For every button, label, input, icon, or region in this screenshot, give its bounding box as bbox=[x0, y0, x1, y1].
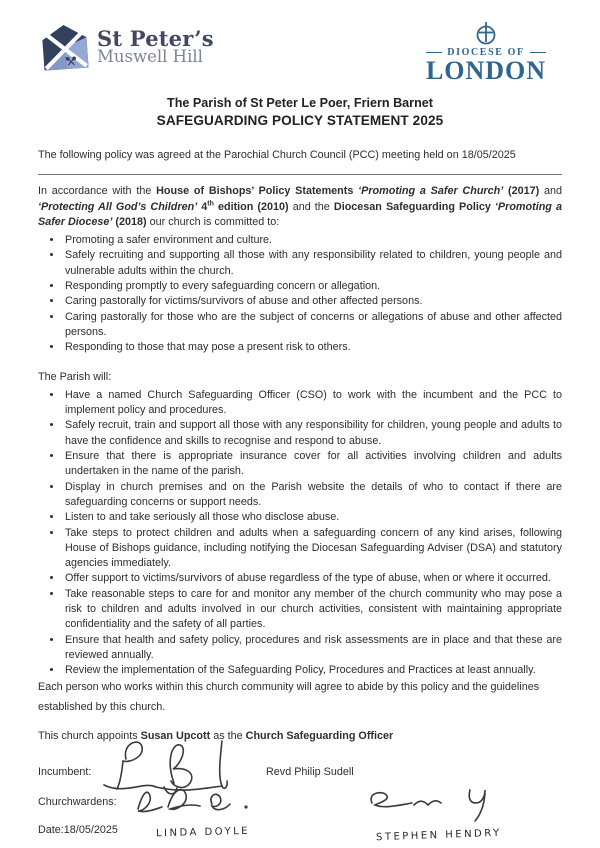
st-peters-house-icon bbox=[40, 22, 89, 71]
list-item: • Ensure that health and safety policy, procedures and risk assessments are in place and that these are reviewed annually. bbox=[63, 633, 562, 664]
list-item: • Responding to those that may pose a present risk to others. bbox=[63, 340, 562, 355]
document-body bbox=[38, 148, 562, 848]
accordance-paragraph bbox=[38, 184, 562, 230]
list-item: • Promoting a safer environment and culture. bbox=[63, 233, 562, 248]
list-item: • Caring pastorally for victims/survivors of abuse and other affected persons. bbox=[63, 294, 562, 309]
text-run: as the bbox=[210, 730, 246, 743]
document-header bbox=[38, 18, 562, 84]
list-item: • Ensure that there is appropriate insurance cover for all activities involving children and adults undertaken in the name of the parish. bbox=[63, 449, 562, 480]
signoff-section bbox=[38, 729, 562, 848]
text-run: 4 bbox=[197, 200, 208, 213]
text-run: edition (2010) bbox=[213, 200, 289, 213]
churchwarden2-signature bbox=[358, 785, 508, 827]
list-item: • Safely recruit, train and support all those with any responsibility for children, young people and adults to have the confidence and skills to recognise and respond to abuse. bbox=[63, 418, 562, 449]
diocese-of-london-logo bbox=[416, 20, 556, 84]
churchwardens-label: Churchwardens: bbox=[38, 796, 117, 809]
each-person-paragraph bbox=[38, 680, 562, 716]
list-item: • Responding promptly to every safeguarding concern or allegation. bbox=[63, 279, 562, 294]
each-person-line1: Each person who works within this church community will agree to abide by this policy and the guidelines bbox=[38, 680, 540, 693]
diocese-cross-icon bbox=[473, 20, 499, 46]
list-item: • Have a named Church Safeguarding Officer (CSO) to work with the incumbent and the PCC to implement policy and procedures. bbox=[63, 388, 562, 419]
incumbent-label: Incumbent: bbox=[38, 766, 92, 779]
text-run: and bbox=[539, 185, 562, 198]
text-run: our church is committed to: bbox=[146, 215, 280, 228]
text-run: ‘Promoting a Safer Diocese’ bbox=[38, 200, 562, 228]
text-run: Susan Upcott bbox=[140, 730, 211, 743]
text-run: (2017) bbox=[503, 185, 540, 198]
policy-statement-title: SAFEGUARDING POLICY STATEMENT 2025 bbox=[156, 113, 444, 128]
text-run: ‘Promoting a Safer Church’ bbox=[358, 185, 504, 198]
intro-paragraph: The following policy was agreed at the Parochial Church Council (PCC) meeting held on 18/05/2025 bbox=[38, 149, 516, 161]
list-item: • Review the implementation of the Safeguarding Policy, Procedures and Practices at least annually. bbox=[63, 663, 562, 678]
st-peters-logo-text bbox=[97, 25, 214, 67]
text-run: House of Bishops’ Policy Statements bbox=[156, 185, 359, 198]
text-run: ‘Protecting All God’s Children’ bbox=[38, 200, 198, 213]
st-peters-name: St Peter’s bbox=[97, 25, 214, 51]
churchwarden1-signature bbox=[130, 781, 260, 821]
text-run: th bbox=[207, 200, 214, 207]
text-run: In accordance with the bbox=[38, 185, 157, 198]
st-peters-location: Muswell Hill bbox=[97, 47, 203, 67]
text-run: Church Safeguarding Officer bbox=[245, 730, 394, 743]
text-run: and the bbox=[288, 200, 334, 213]
list-item: • Display in church premises and on the Parish website the details of who to contact if there are safeguarding concerns or support needs. bbox=[63, 480, 562, 511]
list-item: • Offer support to victims/survivors of abuse regardless of the type of abuse, when or where it occurred. bbox=[63, 571, 562, 586]
committed-to-list bbox=[38, 233, 562, 355]
incumbent-name: Revd Philip Sudell bbox=[266, 766, 354, 779]
list-item: • Take reasonable steps to care for and monitor any member of the church community who may pose a risk to children and adults involved in our church activities, consistent with maintaining appropriate confidentiality and the safety of all parties. bbox=[63, 587, 562, 633]
churchwarden2-printed-name: STEPHEN HENDRY bbox=[375, 827, 502, 844]
parish-will-heading: The Parish will: bbox=[38, 370, 112, 383]
churchwarden1-printed-name: LINDA DOYLE bbox=[155, 825, 251, 840]
date-line: Date:18/05/2025 bbox=[38, 824, 118, 837]
list-item: • Safely recruiting and supporting all those with any responsibility related to children, young people and vulnerable adults within the church. bbox=[63, 248, 562, 279]
text-run: (2018) bbox=[112, 215, 147, 228]
diocese-of-label: DIOCESE OF bbox=[426, 47, 545, 58]
text-run: Diocesan Safeguarding Policy bbox=[333, 200, 495, 213]
london-label: LONDON bbox=[425, 56, 547, 85]
parish-will-list bbox=[38, 388, 562, 679]
list-item: • Caring pastorally for those who are the subject of concerns or allegations of abuse and other affected persons. bbox=[63, 310, 562, 341]
parish-title: The Parish of St Peter Le Poer, Friern Barnet bbox=[167, 96, 433, 110]
text-run: This church appoints bbox=[38, 730, 141, 743]
each-person-line2: established by this church. bbox=[38, 700, 166, 713]
st-peters-logo bbox=[42, 24, 214, 70]
document-titles bbox=[38, 96, 562, 128]
list-item: • Listen to and take seriously all those who disclose abuse. bbox=[63, 510, 562, 525]
list-item: • Take steps to protect children and adults when a safeguarding concern of any kind arises, following House of Bishops guidance, including notifying the Diocesan Safeguarding Adviser (DSA) and statutory agencies immediately. bbox=[63, 526, 562, 572]
separator-rule bbox=[38, 174, 562, 175]
